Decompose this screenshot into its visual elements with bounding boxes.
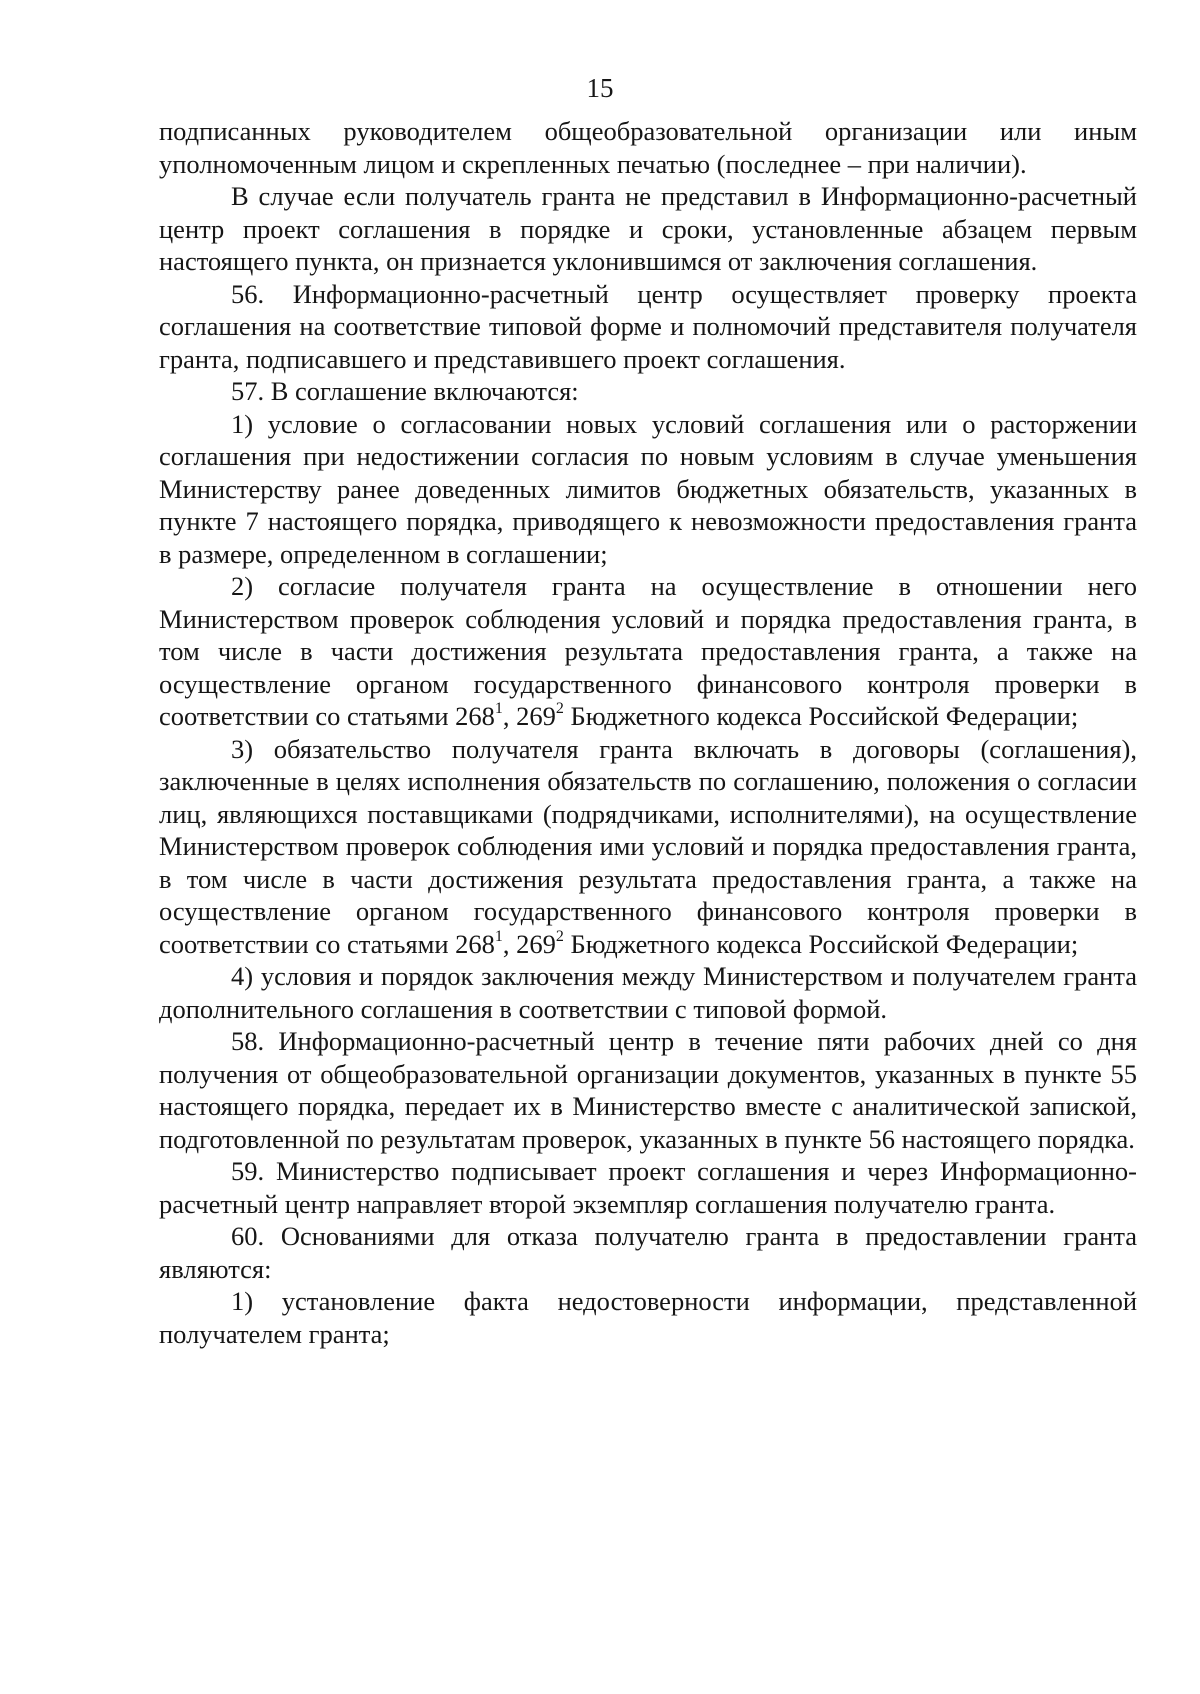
document-body bbox=[159, 115, 1137, 1350]
paragraph-60: 60. Основаниями для отказа получателю гранта в предоставлении гранта являются: bbox=[159, 1221, 1137, 1284]
item-2-text: 2) согласие получателя гранта на осуществление в отношении него Министерством проверок соблюдения условий и порядка предоставления гранта, в том числе в части достижения результата предоставления гранта, а также на осуществление органом государственного финансового контроля проверки в соответствии со статьями bbox=[159, 571, 1137, 731]
paragraph-57-item-1: 1) условие о согласовании новых условий соглашения или о расторжении соглашения при недостижении согласия по новым условиям в случае уменьшения Министерству ранее доведенных лимитов бюджетных обязательств, указанных в пункте 7 настоящего порядка, приводящего к невозможности предоставления гранта в размере, определенном в соглашении; bbox=[159, 408, 1137, 569]
paragraph-57-item-2: 2) согласие получателя гранта на осуществление в отношении него Министерством проверок соблюдения условий и порядка предоставления гранта, в том числе в части достижения результата предоставления гранта, а также на осуществление органом государственного финансового контроля проверки в соответствии со статьями $268^1$, $269^2$ Бюджетного кодекса Российской Федерации; bbox=[159, 571, 1137, 731]
article-268-ref: $268^1$ bbox=[455, 927, 503, 959]
paragraph-56: 56. Информационно-расчетный центр осуществляет проверку проекта соглашения на соответствие типовой форме и полномочий представителя получателя гранта, подписавшего и представившего проект соглашения. bbox=[159, 278, 1137, 374]
item-2-text-end: Бюджетного кодекса Российской Федерации; bbox=[563, 701, 1079, 731]
paragraph-57-item-4: 4) условия и порядок заключения между Министерством и получателем гранта дополнительного соглашения в соответствии с типовой формой. bbox=[159, 961, 1137, 1024]
article-269-ref: $269^2$ bbox=[516, 700, 564, 731]
item-3-text: 3) обязательство получателя гранта включать в договоры (соглашения), заключенные в целях исполнения обязательств по соглашению, положения о согласии лиц, являющихся поставщиками (подрядчиками, исполнителями), на осуществление Министерством проверок соблюдения ими условий и порядка предоставления гранта, в том числе в части достижения результата предоставления гранта, а также на осуществление органом государственного финансового контроля проверки в соответствии со статьями bbox=[159, 733, 1137, 959]
paragraph-58: 58. Информационно-расчетный центр в течение пяти рабочих дней со дня получения от общеобразовательной организации документов, указанных в пункте 55 настоящего порядка, передает их в Министерство вместе с аналитической запиской, подготовленной по результатам проверок, указанных в пункте 56 настоящего порядка. bbox=[159, 1026, 1137, 1154]
page-number: 15 bbox=[586, 73, 614, 103]
paragraph-60-item-1: 1) установление факта недостоверности информации, представленной получателем гранта; bbox=[159, 1286, 1137, 1349]
item-3-text-end: Бюджетного кодекса Российской Федерации; bbox=[563, 928, 1079, 959]
article-268-ref: $268^1$ bbox=[455, 700, 503, 731]
paragraph-evasion: В случае если получатель гранта не представил в Информационно-расчетный центр проект соглашения в порядке и сроки, установленные абзацем первым настоящего пункта, он признается уклонившимся от заключения соглашения. bbox=[159, 181, 1137, 276]
paragraph-continuation: подписанных руководителем общеобразовательной организации или иным уполномоченным лицом и скрепленных печатью (последнее – при наличии). bbox=[159, 116, 1137, 179]
paragraph-59: 59. Министерство подписывает проект соглашения и через Информационно-расчетный центр направляет второй экземпляр соглашения получателю гранта. bbox=[159, 1156, 1137, 1219]
article-269-ref: $269^2$ bbox=[516, 927, 564, 959]
paragraph-57: 57. В соглашение включаются: bbox=[231, 376, 579, 406]
paragraph-57-item-3: 3) обязательство получателя гранта включать в договоры (соглашения), заключенные в целях исполнения обязательств по соглашению, положения о согласии лиц, являющихся поставщиками (подрядчиками, исполнителями), на осуществление Министерством проверок соблюдения ими условий и порядка предоставления гранта, в том числе в части достижения результата предоставления гранта, а также на осуществление органом государственного финансового контроля проверки в соответствии со статьями $268^1$, $269^2$ Бюджетного кодекса Российской Федерации; bbox=[159, 733, 1137, 959]
